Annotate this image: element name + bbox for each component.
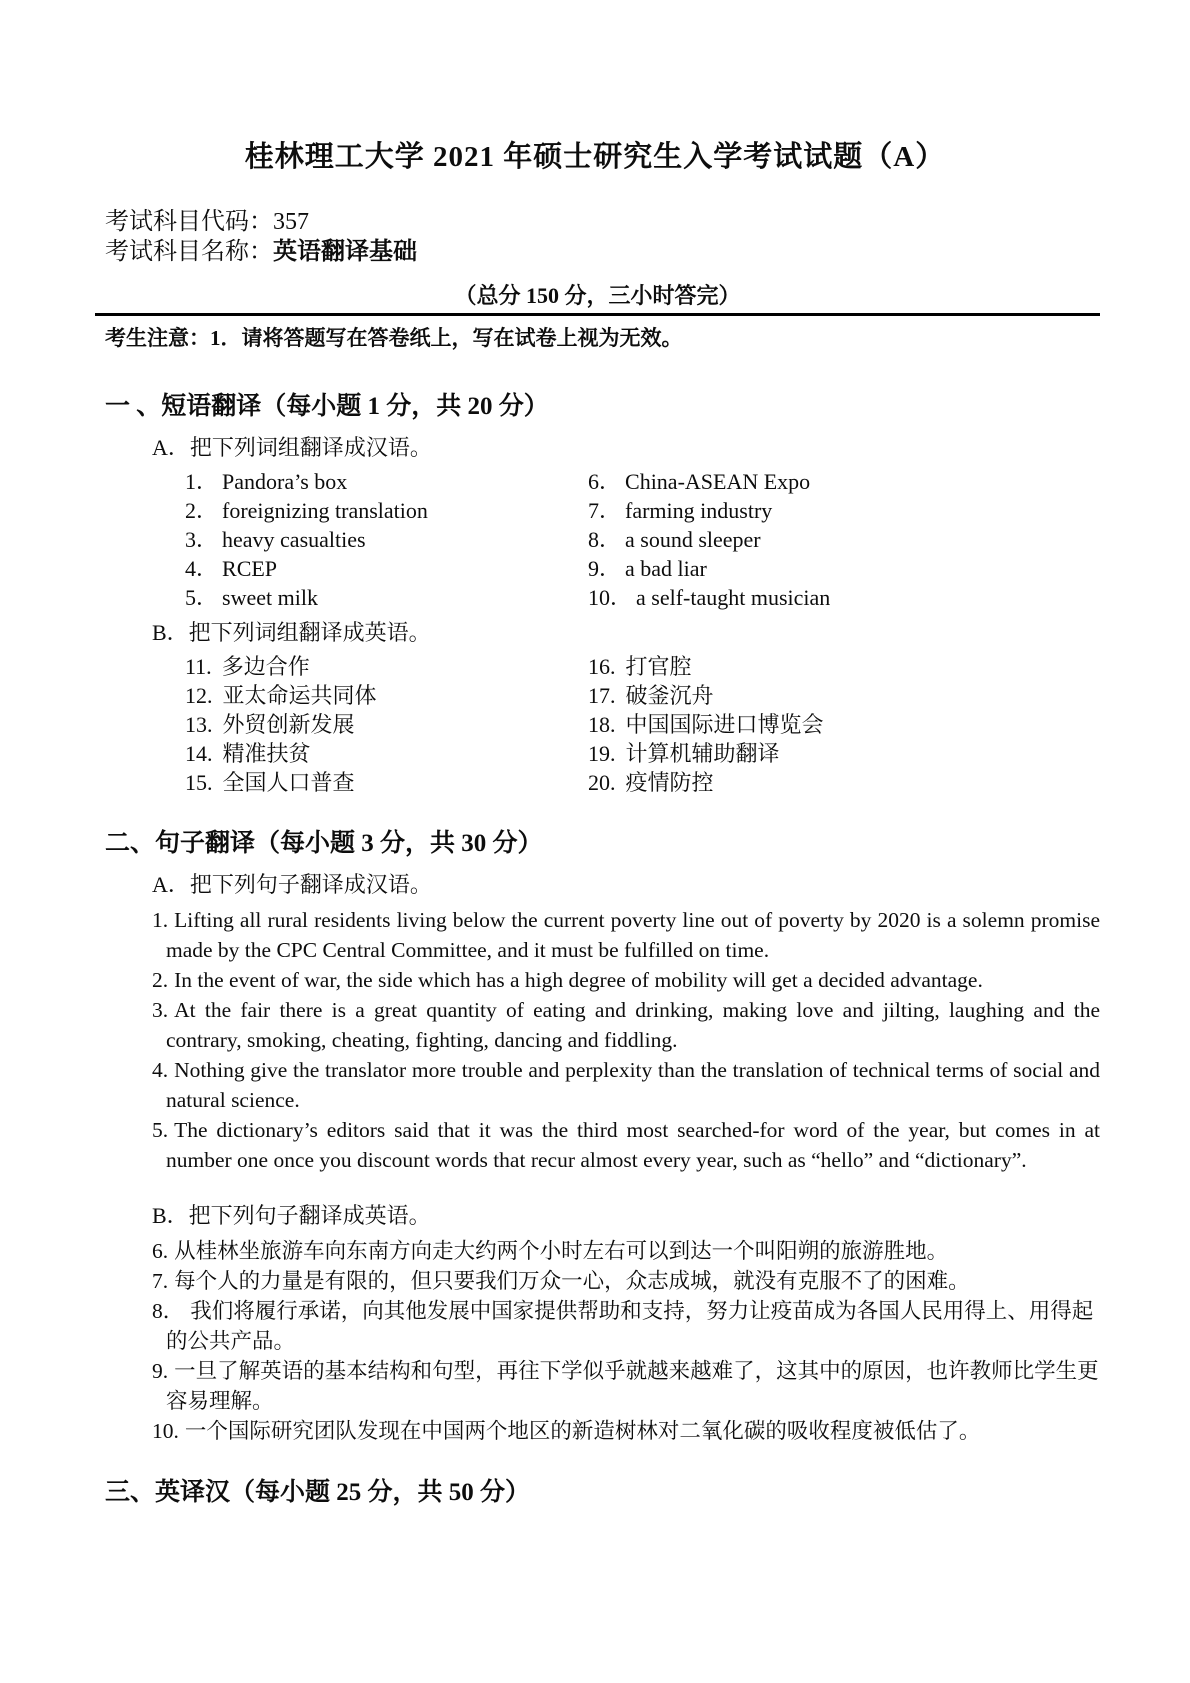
phrase-item xyxy=(185,554,588,583)
item-text: 打官腔 xyxy=(625,654,692,679)
phrase-item xyxy=(185,652,588,681)
page-title: 桂林理工大学 2021 年硕士研究生入学考试试题（A） xyxy=(244,141,946,173)
item-text: 精准扶贫 xyxy=(222,741,311,766)
sentence-text: At the fair there is a great quantity of eating and drinking, making love and jilting, laughing and the contrary, smoking, cheating, fighting, dancing and fiddling. xyxy=(166,998,1100,1052)
item-number: 17. xyxy=(588,683,616,708)
item-number: 10． xyxy=(588,585,633,610)
item-number: 6． xyxy=(588,469,622,494)
sentence xyxy=(152,1356,1100,1416)
subject-name-label: 考试科目名称： xyxy=(105,239,273,265)
subject-code-line xyxy=(105,207,1190,237)
item-number: 9． xyxy=(588,556,622,581)
item-number: 13. xyxy=(185,712,213,737)
section2-partA-sentences xyxy=(0,905,1190,1175)
sentence-text: The dictionary’s editors said that it was the third most searched-for word of the year, but comes in at number one once you discount words that recur almost every year, such as “hello” and “dictionary”. xyxy=(166,1118,1100,1172)
item-text: sweet milk xyxy=(222,585,318,610)
sentence-number: 7. xyxy=(152,1269,169,1293)
phrase-item xyxy=(185,768,588,797)
item-text: 全国人口普查 xyxy=(222,770,355,795)
item-text: a bad liar xyxy=(625,556,707,581)
sentence-number: 5. xyxy=(152,1118,169,1142)
sentence-text: 一个国际研究团队发现在中国两个地区的新造树林对二氧化碳的吸收程度被低估了。 xyxy=(184,1419,981,1443)
item-text: 计算机辅助翻译 xyxy=(625,741,780,766)
item-number: 1． xyxy=(185,469,219,494)
item-text: China-ASEAN Expo xyxy=(625,469,811,494)
item-number: 12. xyxy=(185,683,213,708)
phrase-item xyxy=(588,768,1190,797)
section1-partA-label: A．把下列词组翻译成汉语。 xyxy=(152,435,432,460)
section1-heading: 一 、短语翻译（每小题 1 分，共 20 分） xyxy=(105,393,549,420)
phrase-column-right xyxy=(588,652,1190,797)
phrase-item xyxy=(588,739,1190,768)
section2-partB-sentences xyxy=(0,1236,1190,1446)
item-text: 中国国际进口博览会 xyxy=(625,712,824,737)
item-number: 20. xyxy=(588,770,616,795)
section2-partA-label: A．把下列句子翻译成汉语。 xyxy=(152,872,432,897)
sentence-text: 从桂林坐旅游车向东南方向走大约两个小时左右可以到达一个叫阳朔的旅游胜地。 xyxy=(174,1239,949,1263)
item-number: 8． xyxy=(588,527,622,552)
item-text: Pandora’s box xyxy=(222,469,348,494)
phrase-item xyxy=(185,496,588,525)
item-text: 破釜沉舟 xyxy=(625,683,714,708)
sentence-text: 每个人的力量是有限的，但只要我们万众一心，众志成城，就没有克服不了的困难。 xyxy=(174,1269,970,1293)
sentence-number: 9. xyxy=(152,1359,169,1383)
item-number: 18. xyxy=(588,712,616,737)
item-text: farming industry xyxy=(625,498,773,523)
phrase-item xyxy=(185,710,588,739)
sentence-text: Nothing give the translator more trouble and perplexity than the translation of technical terms of social and natural science. xyxy=(166,1058,1100,1112)
phrase-item xyxy=(185,525,588,554)
phrase-item xyxy=(588,710,1190,739)
item-number: 2． xyxy=(185,498,219,523)
subject-code-value: 357 xyxy=(273,209,309,235)
sentence xyxy=(152,1296,1100,1356)
item-text: 疫情防控 xyxy=(625,770,714,795)
item-text: 多边合作 xyxy=(221,654,310,679)
phrase-item xyxy=(588,583,1190,612)
sentence-text: 我们将履行承诺，向其他发展中国家提供帮助和支持，努力让疫苗成为各国人民用得上、用得起的公共产品。 xyxy=(166,1299,1094,1353)
sentence xyxy=(152,1416,1100,1446)
subject-meta xyxy=(0,207,1190,267)
phrase-column-left xyxy=(185,467,588,612)
sentence-number: 4. xyxy=(152,1058,169,1082)
sentence xyxy=(152,1115,1100,1175)
subject-code-label: 考试科目代码： xyxy=(105,209,273,235)
item-number: 19. xyxy=(588,741,616,766)
phrase-column-left xyxy=(185,652,588,797)
phrase-item xyxy=(185,681,588,710)
sentence-number: 1. xyxy=(152,908,169,932)
item-number: 4． xyxy=(185,556,219,581)
item-text: a self-taught musician xyxy=(636,585,831,610)
sentence xyxy=(152,1055,1100,1115)
item-text: RCEP xyxy=(222,556,278,581)
section2-partB-label: B．把下列句子翻译成英语。 xyxy=(152,1203,431,1228)
section1-partA-list xyxy=(0,467,1190,612)
sentence xyxy=(152,995,1100,1055)
sentence-number: 2. xyxy=(152,968,169,992)
phrase-item xyxy=(185,467,588,496)
item-text: heavy casualties xyxy=(222,527,366,552)
section1-partB-label: B．把下列词组翻译成英语。 xyxy=(152,620,431,645)
score-note-rule xyxy=(95,279,1100,316)
sentence-text: In the event of war, the side which has a high degree of mobility will get a decided advantage. xyxy=(174,968,983,992)
sentence-text: 一旦了解英语的基本结构和句型，再往下学似乎就越来越难了，这其中的原因，也许教师比学生更容易理解。 xyxy=(166,1359,1099,1413)
sentence xyxy=(152,1266,1100,1296)
sentence xyxy=(152,1236,1100,1266)
candidate-notice: 考生注意：1．请将答题写在答卷纸上，写在试卷上视为无效。 xyxy=(105,326,683,350)
sentence-number: 10. xyxy=(152,1419,179,1443)
sentence-number: 3. xyxy=(152,998,169,1022)
phrase-item xyxy=(588,554,1190,583)
section3-heading: 三、英译汉（每小题 25 分，共 50 分） xyxy=(105,1479,531,1506)
phrase-item xyxy=(185,739,588,768)
phrase-item xyxy=(588,652,1190,681)
item-text: 亚太命运共同体 xyxy=(222,683,377,708)
section2-heading: 二、句子翻译（每小题 3 分，共 30 分） xyxy=(105,830,543,857)
sentence-text: Lifting all rural residents living below the current poverty line out of poverty by 2020 is a solemn promise made by the CPC Central Committee, and it must be fulfilled on time. xyxy=(166,908,1100,962)
sentence xyxy=(152,965,1100,995)
sentence-number: 6. xyxy=(152,1239,169,1263)
item-number: 11. xyxy=(185,654,212,679)
phrase-column-right xyxy=(588,467,1190,612)
item-number: 5． xyxy=(185,585,219,610)
sentence xyxy=(152,905,1100,965)
item-number: 3． xyxy=(185,527,219,552)
sentence-number: 8． xyxy=(152,1299,185,1323)
score-note: （总分 150 分，三小时答完） xyxy=(454,283,741,308)
subject-name-line xyxy=(105,237,1190,267)
item-text: foreignizing translation xyxy=(222,498,428,523)
item-text: 外贸创新发展 xyxy=(222,712,355,737)
phrase-item xyxy=(588,681,1190,710)
phrase-item xyxy=(588,525,1190,554)
phrase-item xyxy=(588,467,1190,496)
item-number: 14. xyxy=(185,741,213,766)
section1-partB-list xyxy=(0,652,1190,797)
item-text: a sound sleeper xyxy=(625,527,761,552)
phrase-item xyxy=(185,583,588,612)
phrase-item xyxy=(588,496,1190,525)
item-number: 15. xyxy=(185,770,213,795)
item-number: 16. xyxy=(588,654,616,679)
subject-name-value: 英语翻译基础 xyxy=(273,239,417,265)
item-number: 7． xyxy=(588,498,622,523)
